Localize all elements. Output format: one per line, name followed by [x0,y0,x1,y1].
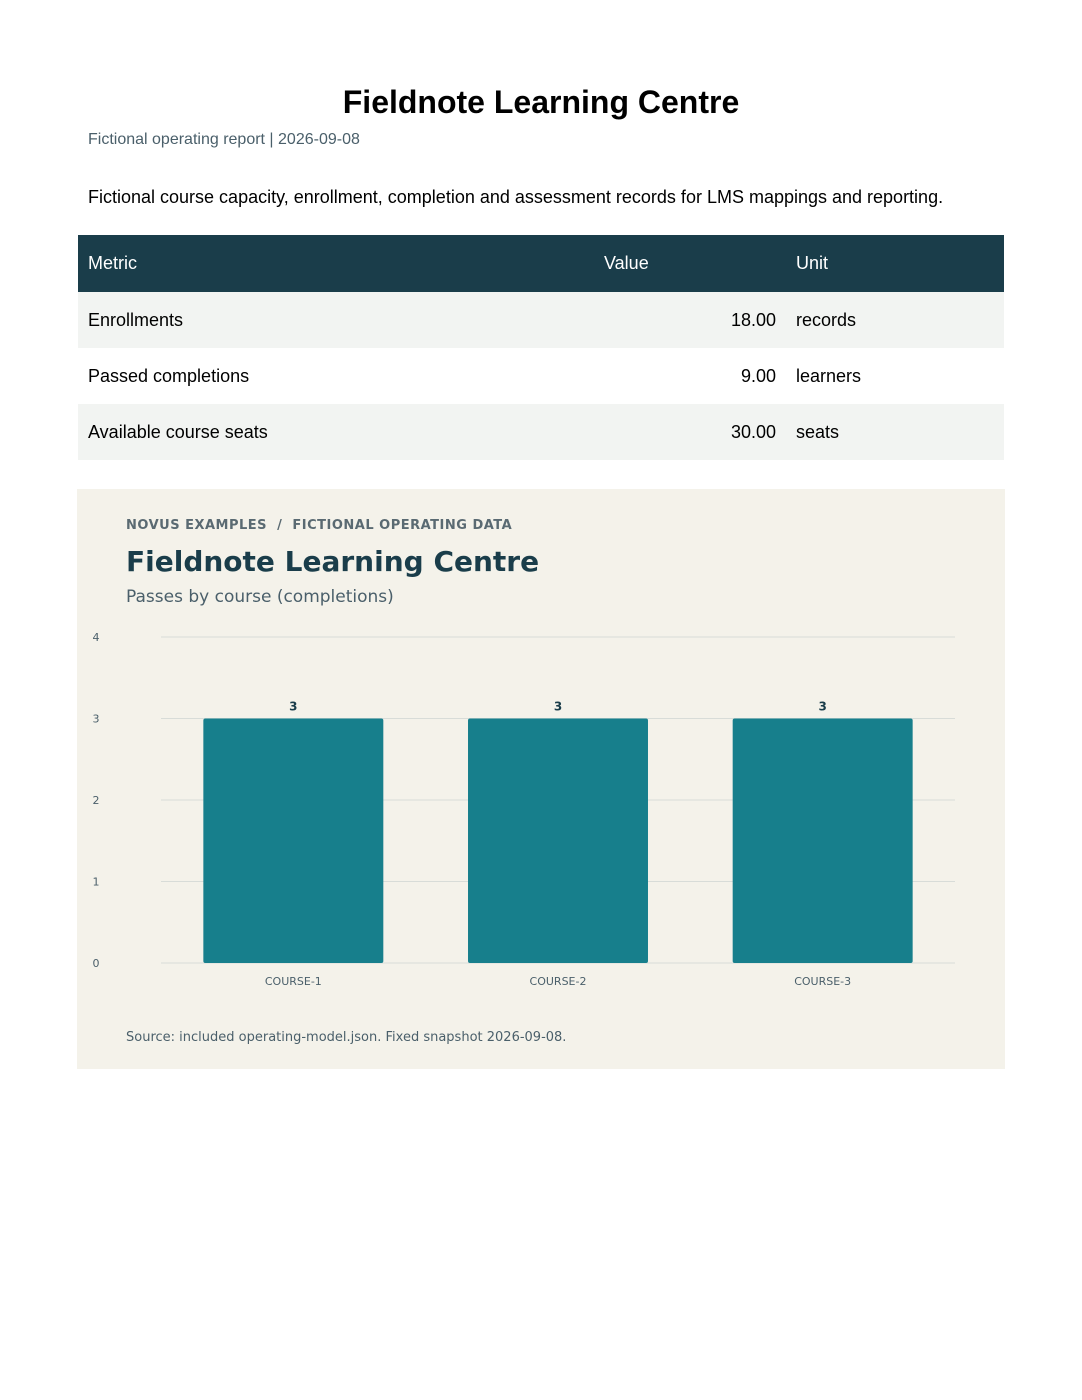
table-row [78,348,1004,404]
y-tick-label: 3 [92,712,100,726]
y-tick-label: 1 [92,875,100,889]
cell-unit: seats [786,404,1004,460]
data-label: 3 [289,699,298,714]
table-row [78,404,1004,460]
table-header-row [78,235,1004,292]
y-tick-label: 4 [92,631,100,644]
cell-value: 30.00 [584,404,786,460]
header-value: Value [584,235,786,292]
data-label: 3 [818,699,827,714]
x-tick-label: COURSE-3 [794,975,852,988]
x-tick-label: COURSE-2 [529,975,587,988]
header-unit: Unit [786,235,1004,292]
data-label: 3 [553,699,563,714]
bar-course-3 [733,719,913,964]
header-metric: Metric [78,235,584,292]
y-tick-label: 0 [92,957,100,970]
x-tick-label: COURSE-1 [264,975,322,988]
cell-metric: Passed completions [78,348,584,404]
table-row [78,292,1004,348]
cell-value: 9.00 [584,348,786,404]
cell-value: 18.00 [584,292,786,348]
cell-metric: Available course seats [78,404,584,460]
cell-unit: records [786,292,1004,348]
y-tick-label: 2 [92,794,100,807]
chart-title: Fieldnote Learning Centre [126,545,540,578]
report-subtitle: Fictional operating report | 2026-09-08 [88,131,360,148]
chart-eyebrow: NOVUS EXAMPLES / FICTIONAL OPERATING DATA [126,518,513,533]
metrics-table [78,235,1004,460]
cell-unit: learners [786,348,1004,404]
chart-source-note: Source: included operating-model.json. Fixed snapshot 2026-09-08. [126,1030,567,1045]
report-description: Fictional course capacity, enrollment, completion and assessment records for LMS mappings and reporting. [88,187,944,207]
bar-course-1 [203,719,383,964]
bar-course-2 [468,719,648,964]
cell-metric: Enrollments [78,292,584,348]
report-title: Fieldnote Learning Centre [342,84,740,120]
chart-subtitle: Passes by course (completions) [126,587,394,607]
chart-panel [77,489,1005,1069]
